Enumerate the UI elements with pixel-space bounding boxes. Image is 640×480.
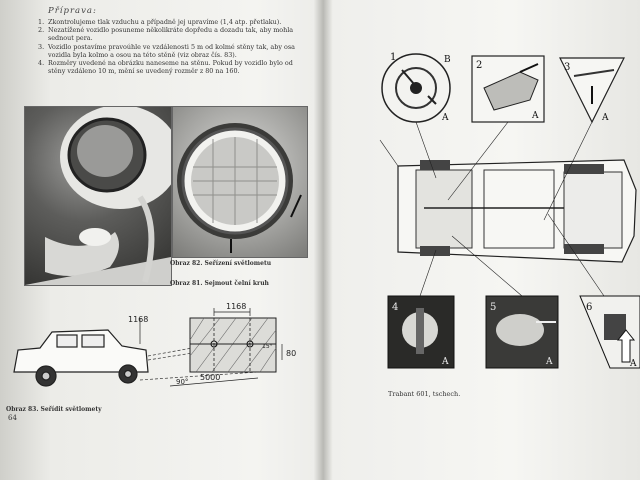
callout-letter: B [444,55,451,65]
detail-panel-1 [382,52,451,123]
callout-letter: A [442,113,449,123]
page-number: 64 [8,414,17,422]
detail-panel-6 [580,296,640,369]
section-heading: Příprava: [48,6,97,16]
step-text: Nezatížené vozidlo posuneme několikráte dopředu a dozadu tak, aby mohla sednout pera. [48,26,294,43]
step-number: 2. [38,26,45,35]
callout-number: 1 [390,52,397,63]
figure-caption-trabant: Trabant 601, tschech. [388,390,461,398]
callout-letter: A [546,357,553,367]
figure-caption-82: Obraz 82. Seřízení světlometu [170,260,272,267]
step-number: 1. [38,18,45,26]
detail-panel-4 [388,296,454,368]
detail-panel-2 [472,56,544,122]
dim-angle-label: 90° [176,378,189,386]
callout-number: 6 [586,302,593,313]
callout-letter: A [442,357,449,367]
step-number: 4. [38,59,45,68]
chassis-lubrication-diagram [324,0,640,420]
car-drawing [14,330,148,386]
right-page [324,0,640,480]
step-text: Vozidlo postavíme pravoúhle ve vzdálenosti 5 m od kolmé stěny tak, aby osa vozidla byla kolmo a osou na této stěně (viz obraz čís. 83). [48,42,295,59]
dim-distance-label: 5000 [200,373,221,382]
headlamp-aim-diagram [0,0,318,420]
dim-height-label: 80 [286,349,297,358]
detail-panel-3 [560,58,624,123]
callout-number: 3 [564,62,571,73]
callout-letter: A [602,113,609,123]
callout-number: 4 [392,302,399,313]
dim-small-angle-label: 15° [262,343,273,350]
callout-number: 2 [476,60,483,71]
step-text: Rozměry uvedené na obrázku naneseme na stěnu. Pokud by vozidlo bylo od stěny vzdáleno 10 m, mění se uvedený rozměr z 80 na 160. [48,59,293,76]
chassis-drawing [398,160,636,262]
callout-letter: A [532,111,539,121]
dim-top-label: 1168 [226,302,247,311]
step-text: Zkontrolujeme tlak vzduchu a případně jej upravíme (1,4 atp. přetlaku). [48,18,282,26]
step-number: 3. [38,42,45,51]
figure-caption-83: Obraz 83. Seřídit světlomety [6,406,102,413]
callout-number: 5 [490,302,497,313]
left-page [0,0,318,480]
figure-caption-81: Obraz 81. Sejmout čelní kruh [170,280,269,287]
callout-letter: A [630,359,637,369]
dim-side-label: 1168 [128,315,149,324]
detail-panel-5 [486,296,558,368]
